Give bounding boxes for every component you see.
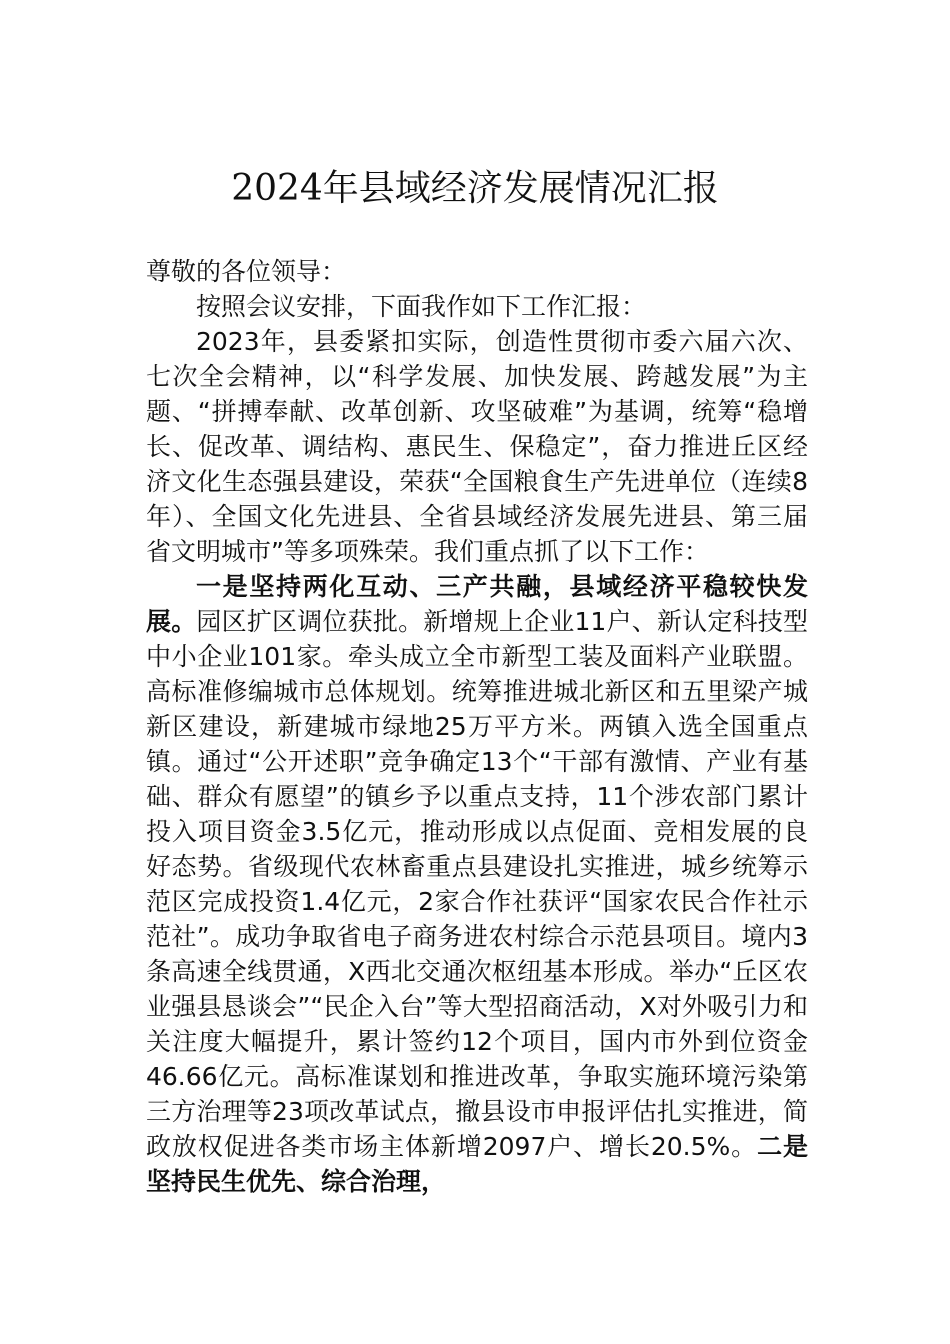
document-title: 2024年县域经济发展情况汇报: [231, 168, 719, 209]
document-body: [146, 254, 808, 1199]
overview-paragraph: 2023年，县委紧扣实际，创造性贯彻市委六届六次、七次全会精神，以“科学发展、加快发展、跨越发展”为主题、“拼搏奉献、改革创新、攻坚破难”为基调，统筹“稳增长、促改革、调结构、惠民生、保稳定”，奋力推进丘区经济文化生态强县建设，荣获“全国粮食生产先进单位（连续8年）、全国文化先进县、全省县域经济发展先进县、第三届省文明城市”等多项殊荣。我们重点抓了以下工作：: [146, 327, 808, 566]
salutation: 尊敬的各位领导：: [146, 257, 347, 286]
section-1-heading: 一是坚持两化互动、三产共融，县域经济平稳较快发展。: [146, 572, 808, 636]
intro-paragraph: 按照会议安排，下面我作如下工作汇报：: [196, 292, 647, 321]
section-2-heading: 二是坚持民生优先、综合治理，: [146, 1132, 808, 1196]
section-1-body: 园区扩区调位获批。新增规上企业11户、新认定科技型中小企业101家。牵头成立全市新型工装及面料产业联盟。高标准修编城市总体规划。统筹推进城北新区和五里梁产城新区建设，新建城市绿地25万平方米。两镇入选全国重点镇。通过“公开述职”竞争确定13个“干部有激情、产业有基础、群众有愿望”的镇乡予以重点支持，11个涉农部门累计投入项目资金3.5亿元，推动形成以点促面、竞相发展的良好态势。省级现代农林畜重点县建设扎实推进，城乡统筹示范区完成投资1.4亿元，2家合作社获评“国家农民合作社示范社”。成功争取省电子商务进农村综合示范县项目。境内3条高速全线贯通，X西北交通次枢纽基本形成。举办“丘区农业强县恳谈会”“民企入台”等大型招商活动，X对外吸引力和关注度大幅提升，累计签约12个项目，国内市外到位资金46.66亿元。高标准谋划和推进改革，争取实施环境污染第三方治理等23项改革试点，撤县设市申报评估扎实推进，简政放权促进各类市场主体新增2097户、增长20.5%。: [146, 607, 808, 1161]
section-1-paragraph: [146, 569, 808, 1199]
